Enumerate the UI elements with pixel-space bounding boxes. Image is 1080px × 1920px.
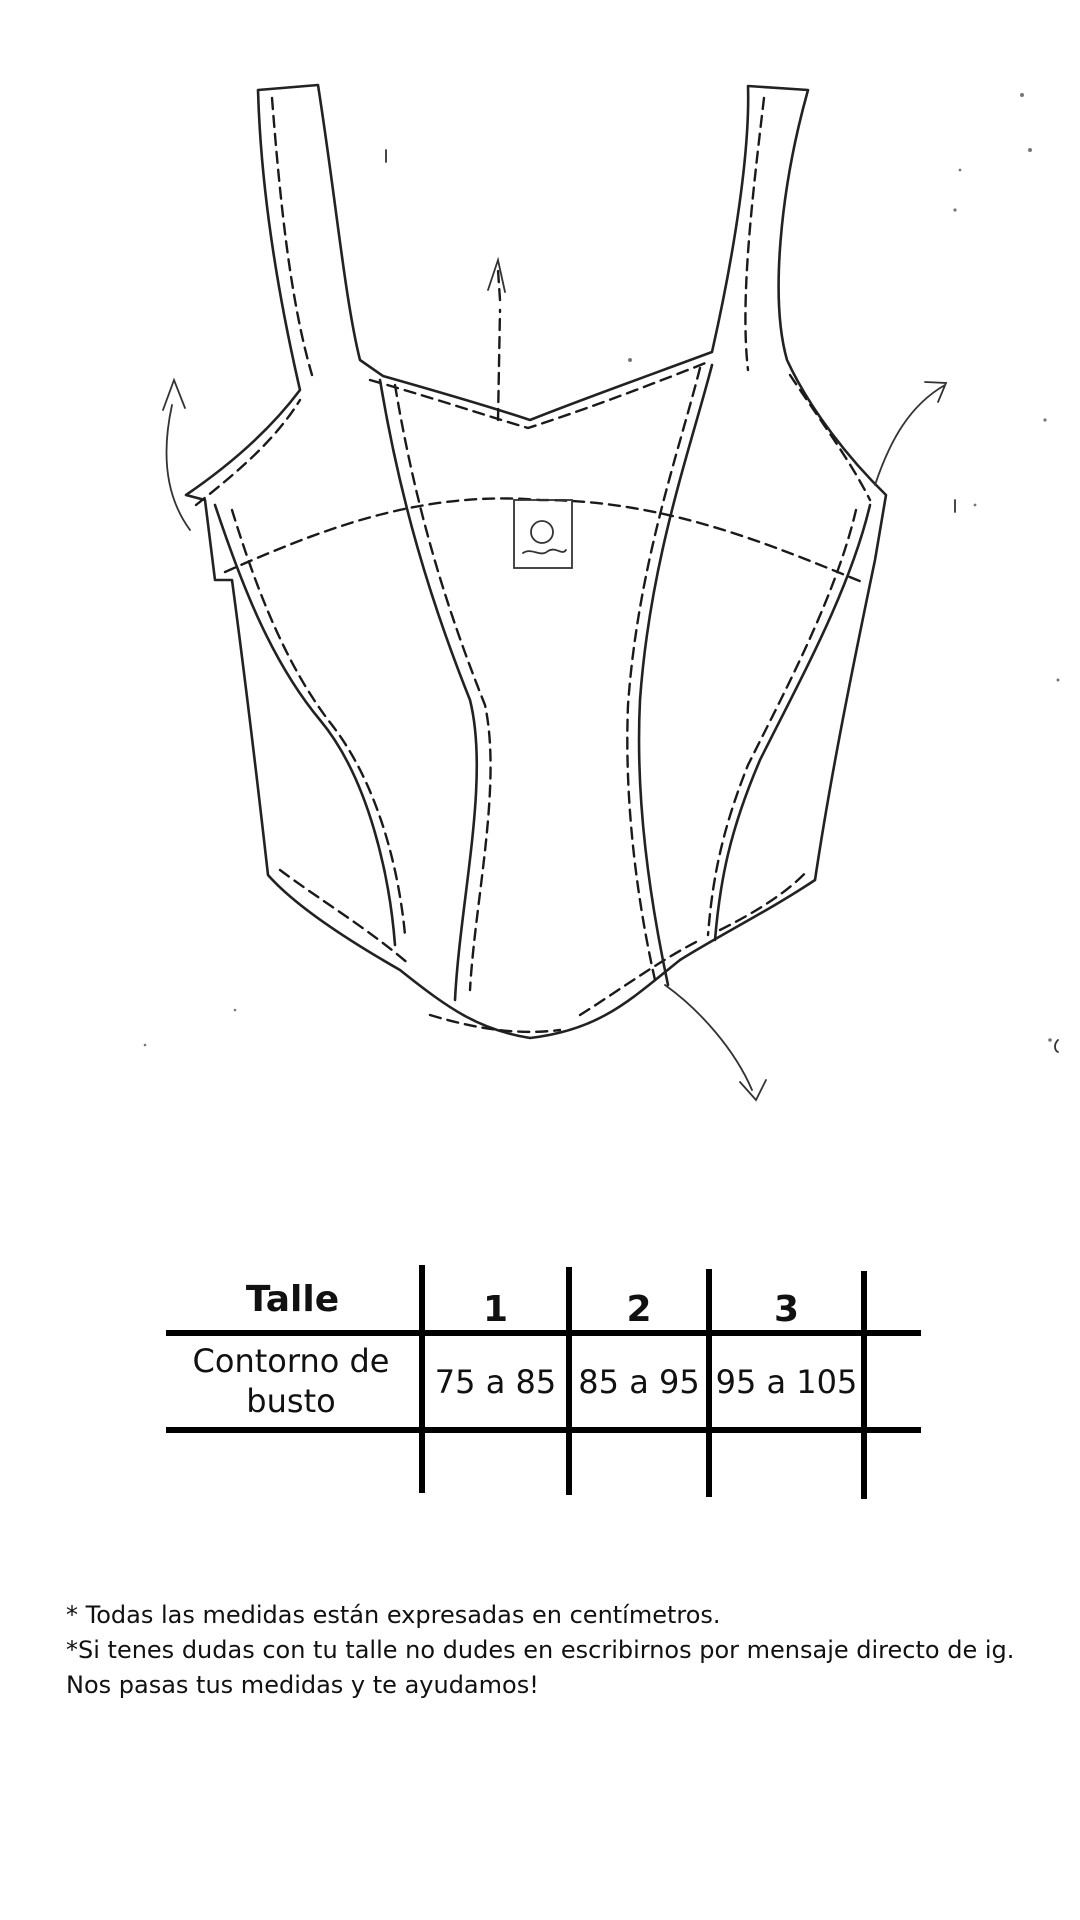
table-cell-bust: 75 a 85 [434, 1362, 557, 1401]
sketch-stray-mark [386, 150, 1058, 1052]
sketch-outline-stitch [196, 98, 870, 1032]
table-header-size: 2 [626, 1288, 652, 1330]
sketch-arrow-right [875, 382, 946, 485]
sketch-outline [186, 85, 886, 1038]
sketch-arrow-bottom [665, 985, 766, 1100]
sketch-center-line [498, 270, 500, 420]
sketch-label-logo [531, 521, 553, 543]
sketch-front-seam-left-stitch [395, 385, 491, 990]
table-header-label: Talle [245, 1278, 340, 1320]
note-line: * Todas las medidas están expresadas en centímetros. [66, 1601, 721, 1629]
sketch-front-seam-right-stitch [627, 368, 700, 980]
table-divider [861, 1271, 867, 1499]
sketch-bust-line [225, 498, 862, 582]
table-cell-bust: 85 a 95 [578, 1362, 700, 1401]
table-header-size: 3 [773, 1288, 800, 1330]
sketch-right-panel [715, 505, 870, 940]
sketch-center-arrow [488, 260, 505, 292]
table-row-label: Contorno de busto [192, 1342, 390, 1420]
table-header-size: 1 [482, 1288, 509, 1330]
sketch-label-wave [523, 550, 566, 554]
sketch-right-panel-stitch [708, 510, 856, 935]
table-rule-bottom [166, 1427, 921, 1433]
size-table [0, 1250, 1080, 1500]
note-line: *Si tenes dudas con tu talle no dudes en escribirnos por mensaje directo de ig. [66, 1636, 1015, 1664]
note-line: Nos pasas tus medidas y te ayudamos! [66, 1671, 539, 1699]
sketch-front-seam-left [380, 380, 477, 1000]
sketch-left-panel-stitch [232, 510, 405, 935]
sketch-label-tag [514, 500, 572, 568]
sketch-arrow-left [163, 380, 190, 530]
table-cell-bust: 95 a 105 [715, 1362, 858, 1401]
size-notes [66, 1598, 1056, 1703]
sketch-left-panel [215, 505, 395, 945]
sketch-specks [144, 93, 1060, 1150]
